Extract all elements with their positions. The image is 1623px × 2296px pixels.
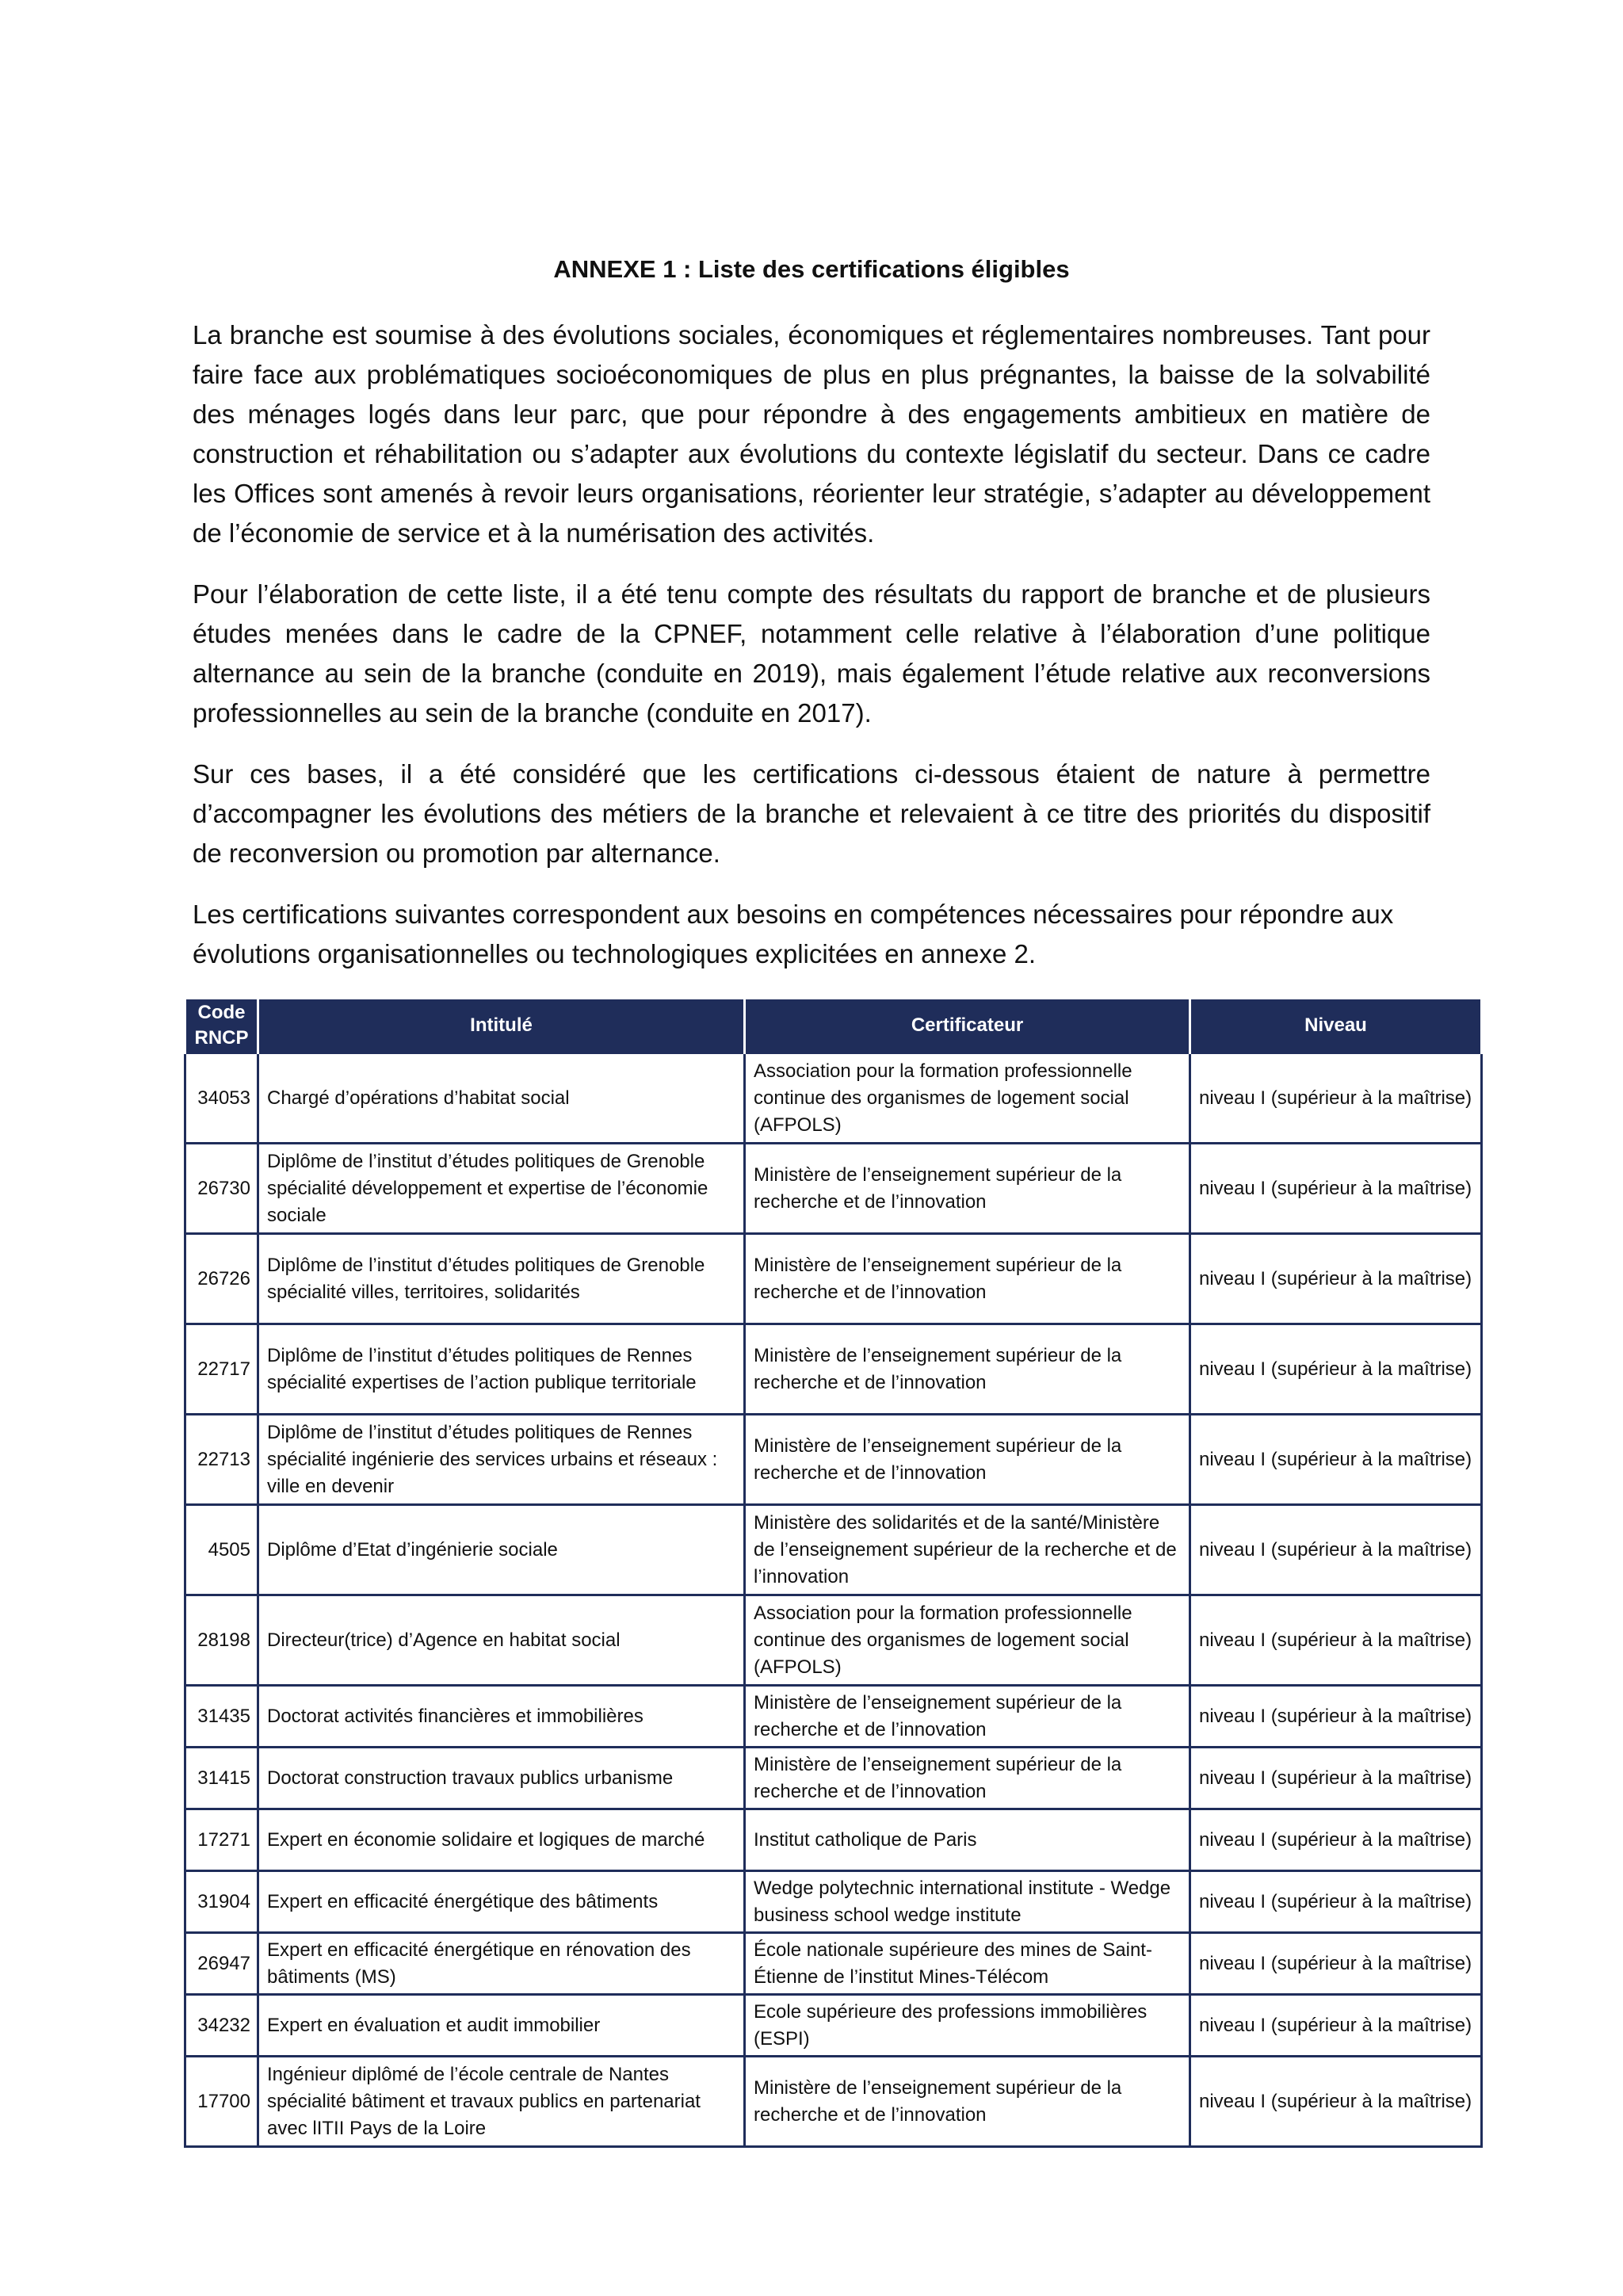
cell-niveau: niveau I (supérieur à la maîtrise) bbox=[1190, 1871, 1482, 1933]
cell-intitule: Diplôme de l’institut d’études politiques de Grenoble spécialité développement et expertise de l’économie sociale bbox=[258, 1144, 745, 1234]
cell-code: 17271 bbox=[185, 1809, 258, 1871]
cell-intitule: Expert en économie solidaire et logiques de marché bbox=[258, 1809, 745, 1871]
cell-niveau: niveau I (supérieur à la maîtrise) bbox=[1190, 1415, 1482, 1505]
cell-code: 31415 bbox=[185, 1748, 258, 1809]
cell-intitule: Chargé d’opérations d’habitat social bbox=[258, 1053, 745, 1144]
cell-code: 28198 bbox=[185, 1595, 258, 1686]
table-row bbox=[185, 1234, 1482, 1324]
cell-niveau: niveau I (supérieur à la maîtrise) bbox=[1190, 1933, 1482, 1995]
cell-certificateur: Institut catholique de Paris bbox=[745, 1809, 1190, 1871]
table-row bbox=[185, 1595, 1482, 1686]
cell-niveau: niveau I (supérieur à la maîtrise) bbox=[1190, 1995, 1482, 2057]
cell-certificateur: Ministère des solidarités et de la santé/Ministère de l’enseignement supérieur de la recherche et de l’innovation bbox=[745, 1505, 1190, 1595]
certifications-table bbox=[184, 997, 1483, 2148]
cell-code: 26726 bbox=[185, 1234, 258, 1324]
cell-niveau: niveau I (supérieur à la maîtrise) bbox=[1190, 1053, 1482, 1144]
cell-certificateur: Ministère de l’enseignement supérieur de la recherche et de l’innovation bbox=[745, 1748, 1190, 1809]
cell-niveau: niveau I (supérieur à la maîtrise) bbox=[1190, 1234, 1482, 1324]
cell-certificateur: Ecole supérieure des professions immobilières (ESPI) bbox=[745, 1995, 1190, 2057]
cell-niveau: niveau I (supérieur à la maîtrise) bbox=[1190, 1144, 1482, 1234]
cell-niveau: niveau I (supérieur à la maîtrise) bbox=[1190, 2057, 1482, 2147]
cell-code: 17700 bbox=[185, 2057, 258, 2147]
cell-code: 31904 bbox=[185, 1871, 258, 1933]
cell-niveau: niveau I (supérieur à la maîtrise) bbox=[1190, 1595, 1482, 1686]
paragraph: Les certifications suivantes correspondent aux besoins en compétences nécessaires pour répondre aux évolutions organisationnelles ou technologiques explicitées en annexe 2. bbox=[193, 900, 1394, 968]
table-row bbox=[185, 1995, 1482, 2057]
cell-certificateur: Ministère de l’enseignement supérieur de la recherche et de l’innovation bbox=[745, 2057, 1190, 2147]
cell-certificateur: Ministère de l’enseignement supérieur de la recherche et de l’innovation bbox=[745, 1324, 1190, 1415]
cell-niveau: niveau I (supérieur à la maîtrise) bbox=[1190, 1748, 1482, 1809]
header-niveau: Niveau bbox=[1190, 999, 1482, 1053]
cell-intitule: Doctorat construction travaux publics urbanisme bbox=[258, 1748, 745, 1809]
document-title: ANNEXE 1 : Liste des certifications éligibles bbox=[553, 255, 1070, 283]
cell-intitule: Diplôme de l’institut d’études politiques de Rennes spécialité expertises de l’action publique territoriale bbox=[258, 1324, 745, 1415]
cell-certificateur: Association pour la formation professionnelle continue des organismes de logement social (AFPOLS) bbox=[745, 1595, 1190, 1686]
table-header-row bbox=[185, 999, 1482, 1053]
header-code-line2: RNCP bbox=[194, 1027, 249, 1049]
cell-certificateur: Ministère de l’enseignement supérieur de la recherche et de l’innovation bbox=[745, 1415, 1190, 1505]
table-row bbox=[185, 1053, 1482, 1144]
cell-intitule: Expert en évaluation et audit immobilier bbox=[258, 1995, 745, 2057]
cell-niveau: niveau I (supérieur à la maîtrise) bbox=[1190, 1809, 1482, 1871]
cell-niveau: niveau I (supérieur à la maîtrise) bbox=[1190, 1324, 1482, 1415]
cell-certificateur: Ministère de l’enseignement supérieur de la recherche et de l’innovation bbox=[745, 1144, 1190, 1234]
table-row bbox=[185, 1933, 1482, 1995]
cell-code: 34053 bbox=[185, 1053, 258, 1144]
cell-code: 26730 bbox=[185, 1144, 258, 1234]
cell-certificateur: Association pour la formation professionnelle continue des organismes de logement social (AFPOLS) bbox=[745, 1053, 1190, 1144]
cell-code: 4505 bbox=[185, 1505, 258, 1595]
cell-intitule: Diplôme de l’institut d’études politiques de Rennes spécialité ingénierie des services urbains et réseaux : ville en devenir bbox=[258, 1415, 745, 1505]
cell-certificateur: Ministère de l’enseignement supérieur de la recherche et de l’innovation bbox=[745, 1686, 1190, 1748]
cell-intitule: Ingénieur diplômé de l’école centrale de Nantes spécialité bâtiment et travaux publics en partenariat avec lITII Pays de la Loire bbox=[258, 2057, 745, 2147]
header-intitule: Intitulé bbox=[258, 999, 745, 1053]
cell-intitule: Diplôme d’Etat d’ingénierie sociale bbox=[258, 1505, 745, 1595]
paragraph: Pour l’élaboration de cette liste, il a été tenu compte des résultats du rapport de branche et de plusieurs études menées dans le cadre de la CPNEF, notamment celle relative à l’élaboration d’une politique alternance au sein de la branche (conduite en 2019), mais également l’étude relative aux reconversions professionnelles au sein de la branche (conduite en 2017). bbox=[193, 579, 1430, 728]
header-code-line1: Code bbox=[197, 1002, 246, 1023]
cell-intitule: Expert en efficacité énergétique des bâtiments bbox=[258, 1871, 745, 1933]
table-row bbox=[185, 2057, 1482, 2147]
cell-certificateur: Wedge polytechnic international institute - Wedge business school wedge institute bbox=[745, 1871, 1190, 1933]
table-row bbox=[185, 1144, 1482, 1234]
intro-text bbox=[193, 315, 1430, 995]
cell-intitule: Diplôme de l’institut d’études politiques de Grenoble spécialité villes, territoires, solidarités bbox=[258, 1234, 745, 1324]
table-row bbox=[185, 1415, 1482, 1505]
cell-code: 31435 bbox=[185, 1686, 258, 1748]
cell-niveau: niveau I (supérieur à la maîtrise) bbox=[1190, 1505, 1482, 1595]
table-row bbox=[185, 1324, 1482, 1415]
cell-code: 22713 bbox=[185, 1415, 258, 1505]
header-certificateur: Certificateur bbox=[745, 999, 1190, 1053]
table-row bbox=[185, 1871, 1482, 1933]
cell-code: 34232 bbox=[185, 1995, 258, 2057]
cell-certificateur: École nationale supérieure des mines de Saint-Étienne de l’institut Mines-Télécom bbox=[745, 1933, 1190, 1995]
cell-certificateur: Ministère de l’enseignement supérieur de la recherche et de l’innovation bbox=[745, 1234, 1190, 1324]
cell-intitule: Doctorat activités financières et immobilières bbox=[258, 1686, 745, 1748]
table-row bbox=[185, 1748, 1482, 1809]
cell-niveau: niveau I (supérieur à la maîtrise) bbox=[1190, 1686, 1482, 1748]
paragraph: La branche est soumise à des évolutions sociales, économiques et réglementaires nombreuses. Tant pour faire face aux problématiques socioéconomiques de plus en plus prégnantes, la baisse de la solvabilité des ménages logés dans leur parc, que pour répondre à des engagements ambitieux en matière de construction et réhabilitation ou s’adapter aux évolutions du contexte législatif du secteur. Dans ce cadre les Offices sont amenés à revoir leurs organisations, réorienter leur stratégie, s’adapter au développement de l’économie de service et à la numérisation des activités. bbox=[193, 320, 1430, 548]
cell-code: 22717 bbox=[185, 1324, 258, 1415]
table-row bbox=[185, 1686, 1482, 1748]
table-row bbox=[185, 1505, 1482, 1595]
header-code-rncp bbox=[185, 999, 258, 1053]
cell-intitule: Expert en efficacité énergétique en rénovation des bâtiments (MS) bbox=[258, 1933, 745, 1995]
cell-intitule: Directeur(trice) d’Agence en habitat social bbox=[258, 1595, 745, 1686]
paragraph: Sur ces bases, il a été considéré que les certifications ci-dessous étaient de nature à permettre d’accompagner les évolutions des métiers de la branche et relevaient à ce titre des priorités du dispositif de reconversion ou promotion par alternance. bbox=[193, 759, 1430, 868]
table-row bbox=[185, 1809, 1482, 1871]
cell-code: 26947 bbox=[185, 1933, 258, 1995]
